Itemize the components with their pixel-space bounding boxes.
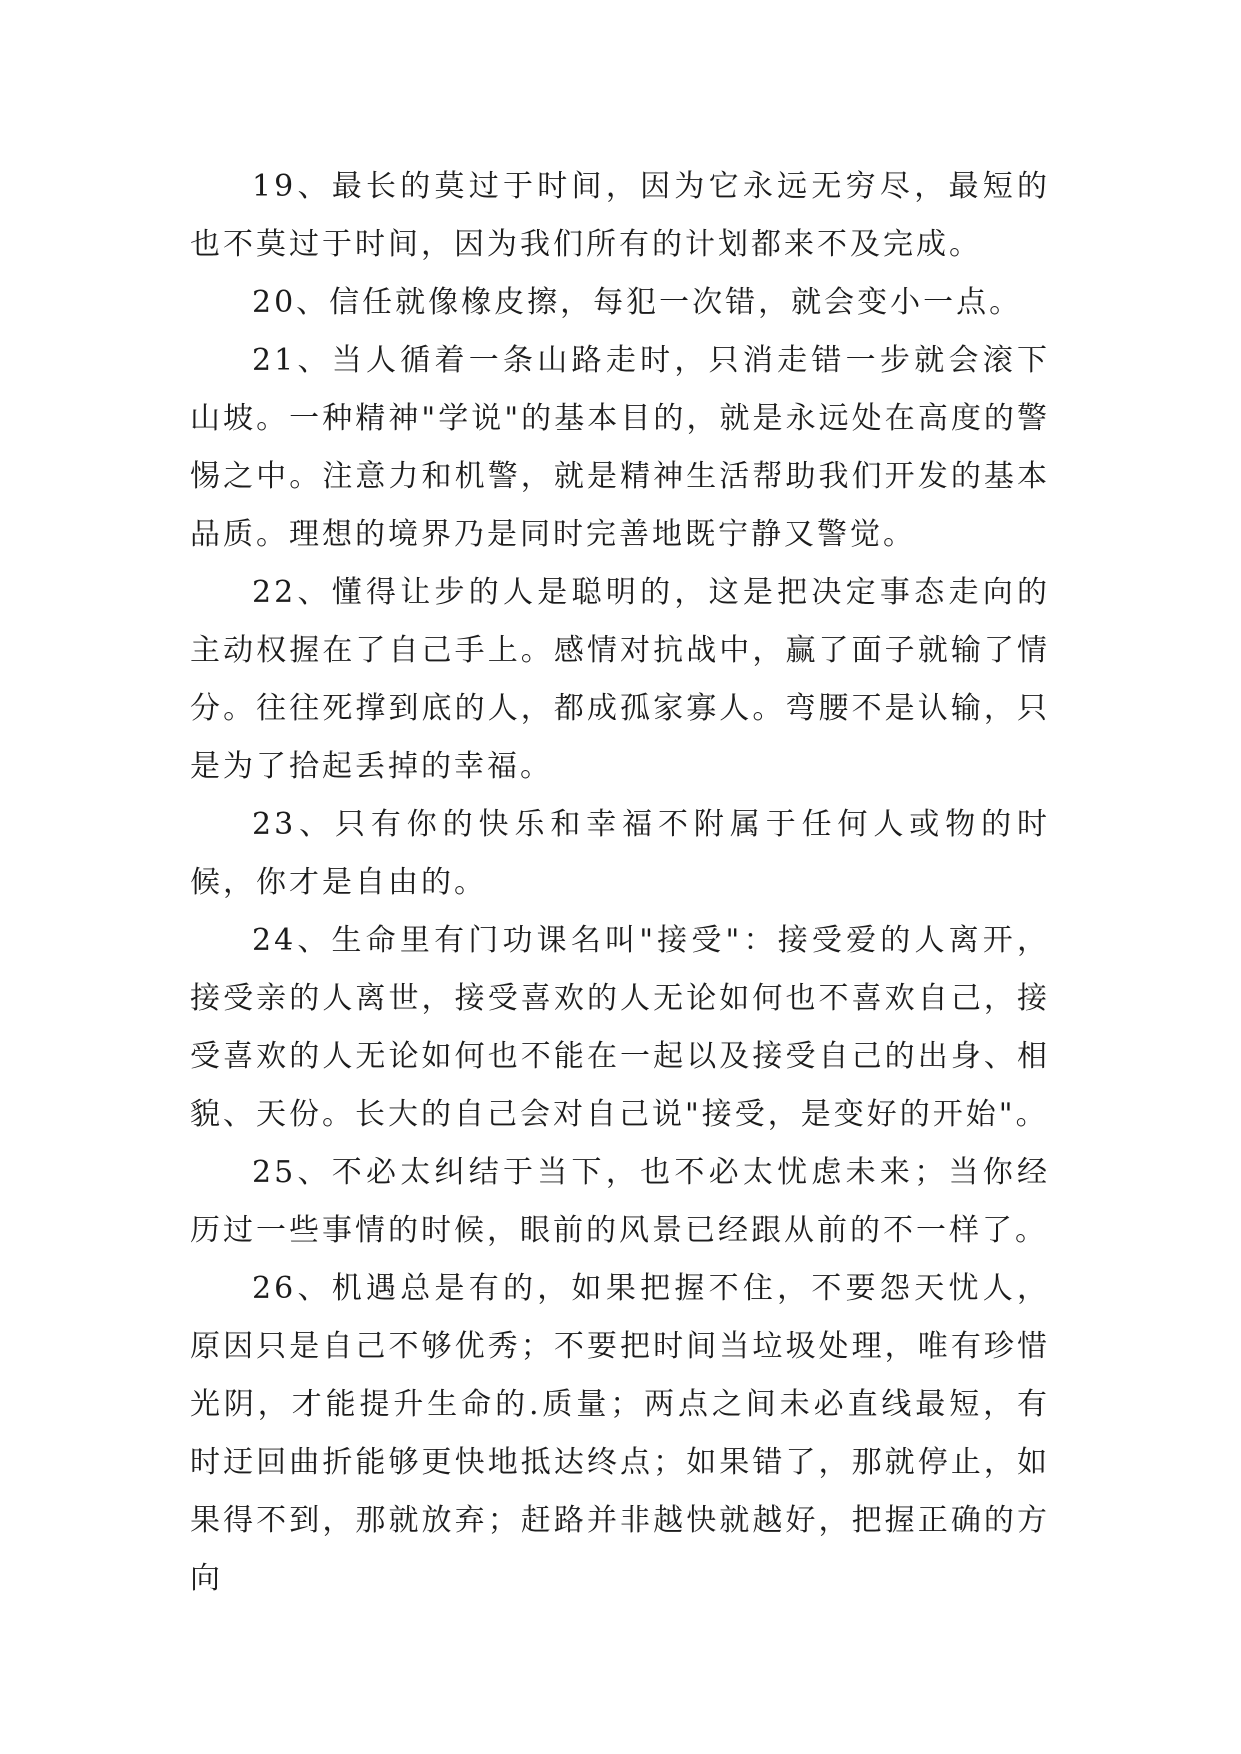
paragraph-22: 22、懂得让步的人是聪明的，这是把决定事态走向的主动权握在了自己手上。感情对抗战中，赢了面子就输了情分。往往死撑到底的人，都成孤家寡人。弯腰不是认输，只是为了拾起丢掉的幸福。 [190,575,1050,784]
paragraph-21: 21、当人循着一条山路走时，只消走错一步就会滚下山坡。一种精神"学说"的基本目的，就是永远处在高度的警惕之中。注意力和机警，就是精神生活帮助我们开发的基本品质。理想的境界乃是同时完善地既宁静又警觉。 [190,343,1050,552]
paragraph-25: 25、不必太纠结于当下，也不必太忧虑未来；当你经历过一些事情的时候，眼前的风景已经跟从前的不一样了。 [190,1155,1050,1248]
paragraph-26: 26、机遇总是有的，如果把握不住，不要怨天忧人，原因只是自己不够优秀；不要把时间当垃圾处理，唯有珍惜光阴，才能提升生命的.质量；两点之间未必直线最短，有时迂回曲折能够更快地抵达终点；如果错了，那就停止，如果得不到，那就放弃；赶路并非越快就越好，把握正确的方向 [190,1271,1050,1596]
paragraph-23: 23、只有你的快乐和幸福不附属于任何人或物的时候，你才是自由的。 [190,807,1050,900]
paragraph-19: 19、最长的莫过于时间，因为它永远无穷尽，最短的也不莫过于时间，因为我们所有的计划都来不及完成。 [190,169,1050,262]
document-body [190,158,1050,1608]
paragraph-24: 24、生命里有门功课名叫"接受"：接受爱的人离开，接受亲的人离世，接受喜欢的人无论如何也不喜欢自己，接受喜欢的人无论如何也不能在一起以及接受自己的出身、相貌、天份。长大的自己会对自己说"接受，是变好的开始"。 [190,923,1050,1132]
paragraph-20: 20、信任就像橡皮擦，每犯一次错，就会变小一点。 [252,285,1023,320]
